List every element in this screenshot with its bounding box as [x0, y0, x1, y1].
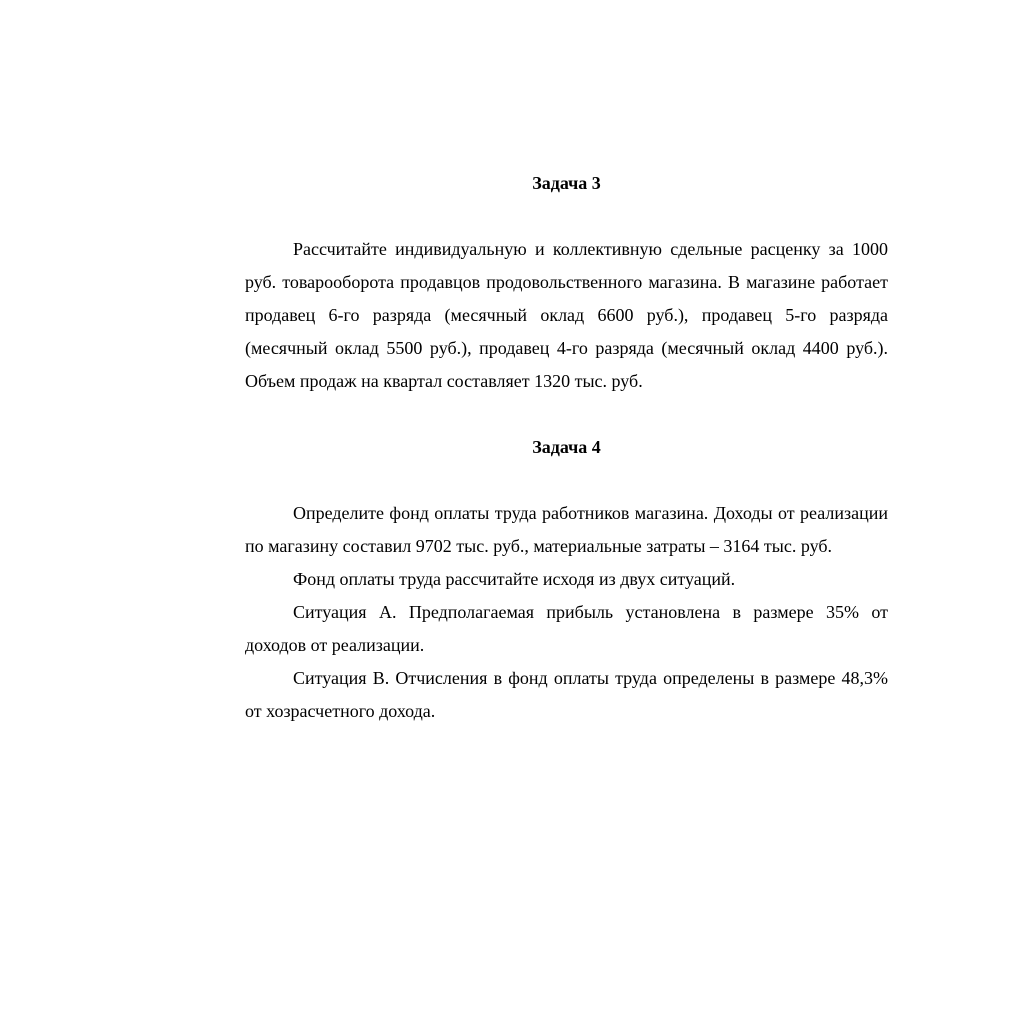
task-4-paragraph-situation-b: Ситуация В. Отчисления в фонд оплаты труда определены в размере 48,3% от хозрасчетного дохода.: [245, 668, 888, 721]
task-4-paragraph-intro: Определите фонд оплаты труда работников магазина. Доходы от реализации по магазину составил 9702 тыс. руб., материальные затраты – 3164 тыс. руб.: [245, 503, 888, 556]
task-3-heading: Задача 3: [532, 173, 601, 193]
task-4-paragraph-situation-a: Ситуация А. Предполагаемая прибыль установлена в размере 35% от доходов от реализации.: [245, 602, 888, 655]
task-4-heading: Задача 4: [532, 437, 601, 457]
task-3-paragraph: Рассчитайте индивидуальную и коллективную сдельные расценку за 1000 руб. товарооборота продавцов продовольственного магазина. В магазине работает продавец 6-го разряда (месячный оклад 6600 руб.), продавец 5-го разряда (месячный оклад 5500 руб.), продавец 4-го разряда (месячный оклад 4400 руб.). Объем продаж на квартал составляет 1320 тыс. руб.: [245, 239, 888, 391]
task-4-paragraph-instruction: Фонд оплаты труда рассчитайте исходя из двух ситуаций.: [293, 569, 736, 589]
document-content: [245, 167, 888, 728]
